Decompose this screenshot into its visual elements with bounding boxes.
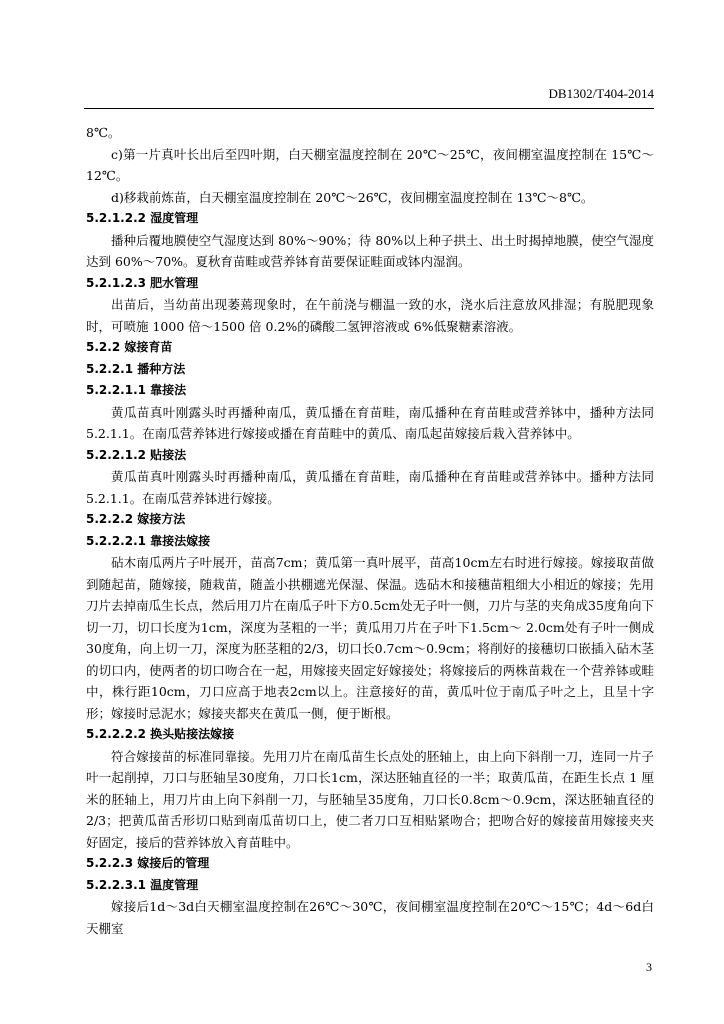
header-rule	[84, 108, 654, 109]
document-code: DB1302/T404-2014	[548, 86, 654, 101]
section-heading: 5.2.2.3 嫁接后的管理	[86, 856, 210, 870]
paragraph: d)移栽前炼苗，白天棚室温度控制在 20℃～26℃，夜间棚室温度控制在 13℃～8℃。	[111, 189, 594, 205]
paragraph: 嫁接后1d～3d白天棚室温度控制在26℃～30℃，夜间棚室温度控制在20℃～15℃；4d～6d白天棚室	[86, 899, 654, 936]
paragraph: 黄瓜苗真叶刚露头时再播种南瓜，黄瓜播在育苗畦，南瓜播种在育苗畦或营养钵中，播种方法同 5.2.1.1。在南瓜营养钵进行嫁接或播在育苗畦中的黄瓜、南瓜起苗嫁接后栽入营养钵中。	[86, 404, 654, 441]
paragraph: 出苗后，当幼苗出现萎蔫现象时，在午前浇与棚温一致的水，浇水后注意放风排湿；有脱肥现象时，可喷施 1000 倍～1500 倍 0.2%的磷酸二氢钾溶液或 6%低聚糖素溶液。	[86, 297, 654, 334]
section-heading: 5.2.2.1 播种方法	[86, 361, 186, 376]
section-heading: 5.2.2.2.2 换头贴接法嫁接	[86, 727, 235, 741]
section-heading: 5.2.1.2.2 湿度管理	[86, 211, 199, 225]
paragraph: c)第一片真叶长出后至四叶期，白天棚室温度控制在 20℃～25℃，夜间棚室温度控制在 15℃～12℃。	[86, 146, 654, 183]
page-number: 3	[646, 960, 652, 974]
paragraph: 砧木南瓜两片子叶展开，苗高7cm；黄瓜第一真叶展平，苗高10cm左右时进行嫁接。嫁接取苗做到随起苗，随嫁接，随栽苗，随盖小拱棚遮光保湿、保温。选砧木和接穗苗粗细大小相近的嫁接；先用刀片去掉南瓜生长点，然后用刀片在南瓜子叶下方0.5cm处无子叶一侧，刀片与茎的夹角成35度角向下切一刀，切口长度为1cm，深度为茎粗的一半；黄瓜用刀片在子叶下1.5cm～ 2.0cm处有子叶一侧成30度角，向上切一刀，深度为胚茎粗的2/3，切口长0.7cm～0.9cm；将削好的接穗切口嵌插入砧木茎的切口内，使两者的切口吻合在一起，用嫁接夹固定好嫁接处；将嫁接后的两株苗栽在一个营养钵或畦中，株行距10cm，刀口应高于地表2cm以上。注意接好的苗，黄瓜叶位于南瓜子叶之上，且呈十字形；嫁接时忌泥水；嫁接夹都夹在黄瓜一侧，便于断根。	[86, 555, 654, 721]
paragraph: 播种后覆地膜使空气湿度达到 80%～90%；待 80%以上种子拱土、出土时揭掉地膜，使空气湿度达到 60%～70%。夏秋育苗畦或营养钵育苗要保证畦面或钵内湿润。	[86, 232, 654, 269]
section-heading: 5.2.2.2.1 靠接法嫁接	[86, 533, 211, 548]
section-heading: 5.2.2.2 嫁接方法	[86, 512, 186, 526]
section-heading: 5.2.2.1.2 贴接法	[86, 447, 187, 462]
section-heading: 5.2.2 嫁接育苗	[86, 340, 173, 354]
document-body	[86, 122, 654, 939]
section-heading: 5.2.1.2.3 肥水管理	[86, 275, 199, 290]
paragraph: 黄瓜苗真叶刚露头时再播种南瓜，黄瓜播在育苗畦，南瓜播种在育苗畦或营养钵中。播种方法同 5.2.1.1。在南瓜营养钵进行嫁接。	[86, 469, 654, 506]
section-heading: 5.2.2.1.1 靠接法	[86, 383, 187, 397]
section-heading: 5.2.2.3.1 温度管理	[86, 877, 199, 892]
paragraph: 符合嫁接苗的标准同靠接。先用刀片在南瓜苗生长点处的胚轴上，由上向下斜削一刀，连同一片子叶一起削掉，刀口与胚轴呈30度角，刀口长1cm，深达胚轴直径的一半；取黄瓜苗，在距生长点 1 厘米的胚轴上，用刀片由上向下斜削一刀，与胚轴呈35度角，刀口长0.8cm～0.9cm，深达胚轴直径的2/3；把黄瓜苗舌形切口贴到南瓜苗切口上，使二者刀口互相贴紧吻合；把吻合好的嫁接苗用嫁接夹夹好固定，接后的营养钵放入育苗畦中。	[86, 748, 654, 850]
paragraph: 8℃。	[86, 125, 121, 140]
